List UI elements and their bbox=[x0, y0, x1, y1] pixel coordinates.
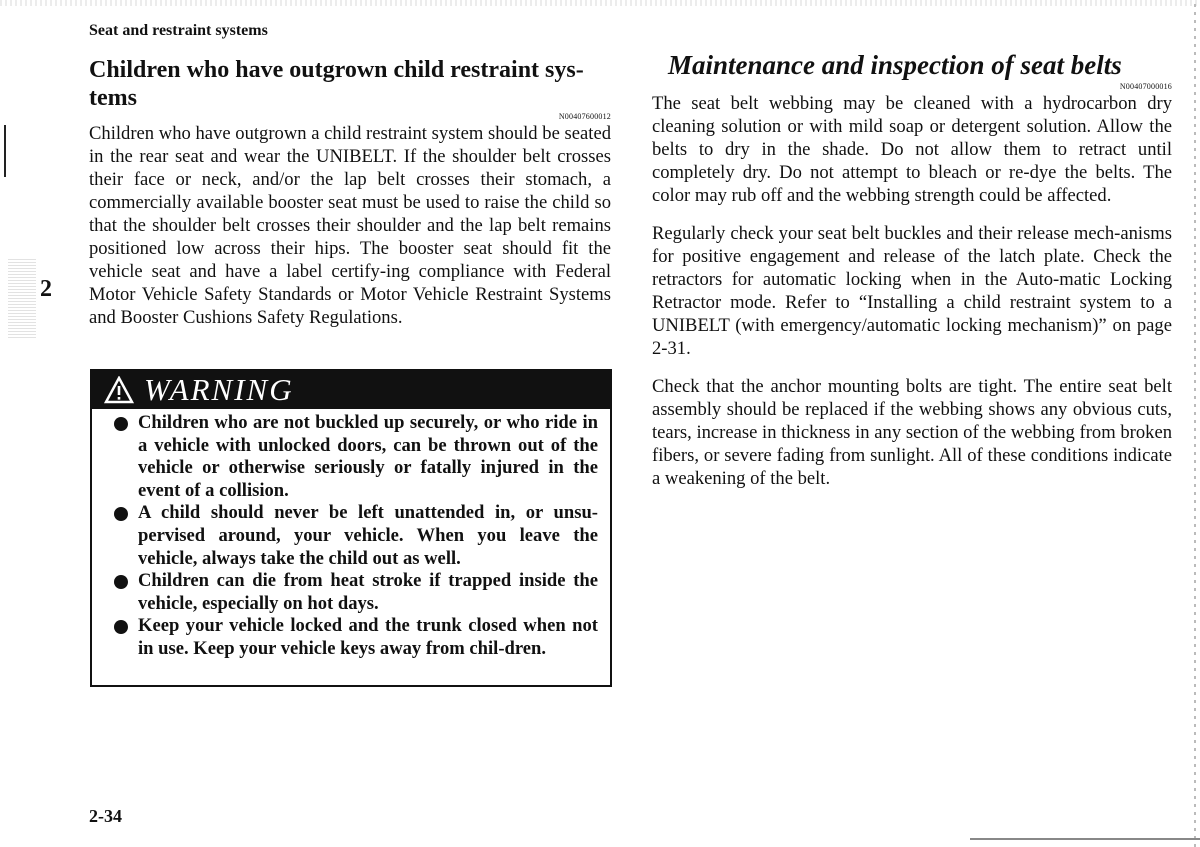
section-title-children: Children who have outgrown child restraint sys-tems bbox=[89, 57, 584, 111]
cleaning-paragraph: The seat belt webbing may be cleaned with a hydrocarbon dry cleaning solution or with mild soap or detergent solution. Allow the belts to dry in the shade. Do not allow them to retract until completely dry. Do not attempt to bleach or re-dye the belts. The color may rub off and the webbing strength could be affected. bbox=[652, 93, 1172, 206]
reference-code-right: N00407000016 bbox=[1119, 82, 1172, 91]
warning-box bbox=[90, 369, 612, 687]
margin-rule bbox=[4, 125, 6, 177]
scan-edge-bottom bbox=[970, 838, 1200, 840]
bullet-icon bbox=[114, 575, 128, 589]
warning-title: WARNING bbox=[144, 372, 294, 407]
warning-header bbox=[92, 371, 610, 409]
scan-edge-right bbox=[1194, 0, 1196, 847]
warning-item bbox=[112, 412, 598, 502]
scan-edge-top bbox=[0, 0, 1200, 6]
left-column bbox=[89, 56, 611, 329]
children-paragraph: Children who have outgrown a child restraint system should be seated in the rear seat and wear the UNIBELT. If the shoulder belt crosses their face or neck, and/or the lap belt crosses their stomach, a commercially available booster seat must be used to raise the child so that the shoulder belt crosses their shoulder and the lap belt remains positioned low across their hips. The booster seat should fit the vehicle seat and have a label certify-ing compliance with Federal Motor Vehicle Safety Standards or Motor Vehicle Restraint Systems and Booster Cushions Safety Regulations. bbox=[89, 123, 611, 328]
section-title-maintenance: Maintenance and inspection of seat belts bbox=[668, 50, 1122, 80]
bullet-icon bbox=[114, 620, 128, 634]
warning-list bbox=[92, 409, 610, 661]
warning-triangle-icon bbox=[104, 376, 134, 404]
chapter-tab-shading bbox=[8, 258, 36, 338]
page-number: 2-34 bbox=[89, 806, 122, 826]
chapter-tab-number: 2 bbox=[40, 276, 52, 302]
warning-item bbox=[112, 615, 598, 660]
reference-code-left: N00407600012 bbox=[558, 112, 611, 121]
anchor-check-paragraph: Check that the anchor mounting bolts are tight. The entire seat belt assembly should be replaced if the webbing shows any obvious cuts, tears, increase in thickness in any section of the webbing from broken fibers, or severe fading from sunlight. All of these conditions indicate a weakening of the belt. bbox=[652, 376, 1172, 489]
warning-item bbox=[112, 502, 598, 570]
warning-item-text: Keep your vehicle locked and the trunk closed when not in use. Keep your vehicle keys away from chil-dren. bbox=[138, 615, 598, 659]
bullet-icon bbox=[114, 507, 128, 521]
buckle-check-paragraph: Regularly check your seat belt buckles and their release mech-anisms for positive engagement and release of the latch plate. Check the retractors for automatic locking when in the Auto-matic Locking Retractor mode. Refer to “Installing a child restraint system to a UNIBELT (with emergency/automatic locking mechanism)” on page 2-31. bbox=[652, 223, 1172, 359]
bullet-icon bbox=[114, 417, 128, 431]
warning-item-text: Children can die from heat stroke if trapped inside the vehicle, especially on hot days. bbox=[138, 570, 598, 614]
right-column bbox=[652, 48, 1172, 490]
warning-item bbox=[112, 570, 598, 615]
warning-item-text: Children who are not buckled up securely, or who ride in a vehicle with unlocked doors, can be thrown out of the vehicle or otherwise seriously or fatally injured in the event of a collision. bbox=[138, 412, 598, 501]
running-header: Seat and restraint systems bbox=[89, 22, 268, 39]
warning-item-text: A child should never be left unattended in, or unsu-pervised around, your vehicle. When you leave the vehicle, always take the child out as well. bbox=[138, 502, 598, 569]
